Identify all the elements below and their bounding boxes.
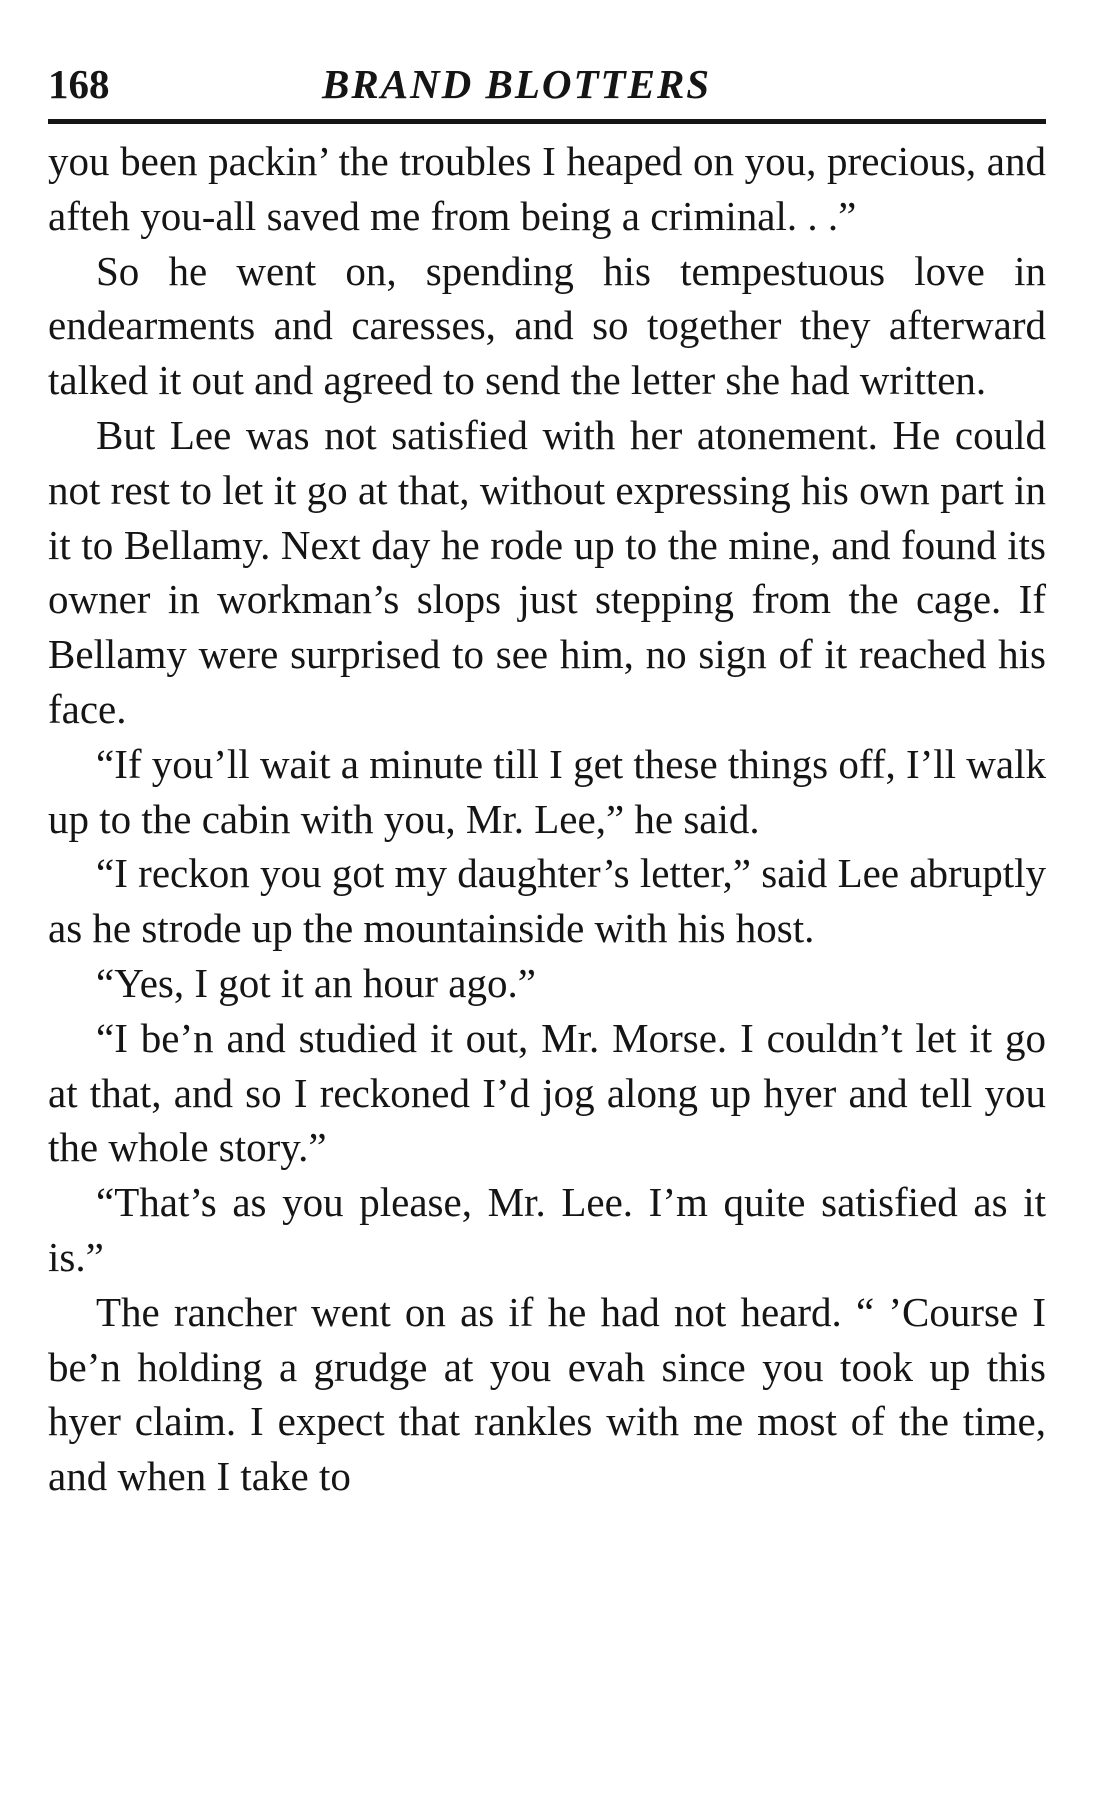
paragraph: But Lee was not satisfied with her atonement. He could not rest to let it go at that, without expressing his own part in it to Bellamy. Next day he rode up to the mine, and found its owner in workman’s slops just stepping from the cage. If Bellamy were surprised to see him, no sign of it reached his face. xyxy=(48,411,1046,732)
paragraph: “That’s as you please, Mr. Lee. I’m quite satisfied as it is.” xyxy=(48,1179,1046,1280)
running-title: BRAND BLOTTERS xyxy=(322,61,712,107)
paragraph: “If you’ll wait a minute till I get these things off, I’ll walk up to the cabin with you, Mr. Lee,” he said. xyxy=(48,740,1046,842)
header-rule xyxy=(48,119,1046,124)
body-text xyxy=(48,134,1046,1504)
paragraph: “Yes, I got it an hour ago.” xyxy=(96,959,536,1006)
paragraph: So he went on, spending his tempestuous love in endearments and caresses, and so together they afterward talked it out and agreed to send the letter she had written. xyxy=(48,247,1046,404)
page-header xyxy=(48,52,1046,114)
paragraph: “I be’n and studied it out, Mr. Morse. I couldn’t let it go at that, and so I reckoned I’d jog along up hyer and tell you the whole story.” xyxy=(48,1014,1046,1171)
page-number: 168 xyxy=(48,61,110,107)
paragraph: The rancher went on as if he had not heard. “ ’Course I be’n holding a grudge at you evah since you took up this hyer claim. I expect that rankles with me most of the time, and when I take to xyxy=(48,1288,1046,1500)
paragraph: “I reckon you got my daughter’s letter,” said Lee abruptly as he strode up the mountainside with his host. xyxy=(48,850,1046,952)
paragraph: you been packin’ the troubles I heaped on you, precious, and afteh you-all saved me from being a criminal. . .” xyxy=(48,138,1046,239)
